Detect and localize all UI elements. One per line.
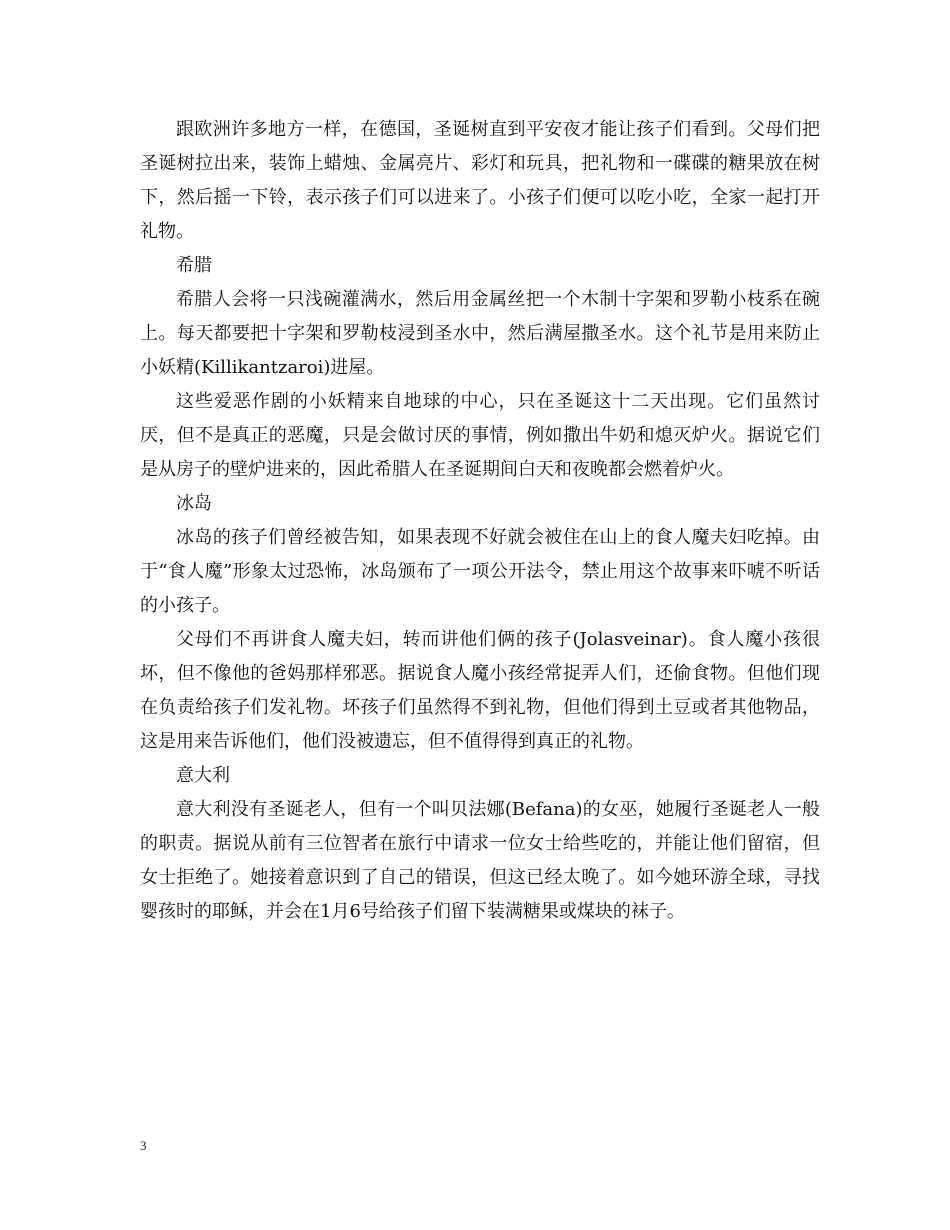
paragraph-germany: 跟欧洲许多地方一样，在德国，圣诞树直到平安夜才能让孩子们看到。父母们把圣诞树拉出来，装饰上蜡烛、金属亮片、彩灯和玩具，把礼物和一碟碟的糖果放在树下，然后摇一下铃，表示孩子们可以进来了。小孩子们便可以吃小吃，全家一起打开礼物。: [140, 119, 820, 242]
page-number: 3: [140, 1138, 147, 1153]
paragraph-italy: 意大利没有圣诞老人，但有一个叫贝法娜(Befana)的女巫，她履行圣诞老人一般的职责。据说从前有三位智者在旅行中请求一位女士给些吃的，并能让他们留宿，但女士拒绝了。她接着意识到了自己的错误，但这已经太晚了。如今她环游全球，寻找婴孩时的耶稣，并会在1月6号给孩子们留下装满糖果或煤块的袜子。: [140, 799, 820, 922]
paragraph-iceland-2: 父母们不再讲食人魔夫妇，转而讲他们俩的孩子(Jolasveinar)。食人魔小孩很坏，但不像他的爸妈那样邪恶。据说食人魔小孩经常捉弄人们，还偷食物。但他们现在负责给孩子们发礼物。坏孩子们虽然得不到礼物，但他们得到土豆或者其他物品，这是用来告诉他们，他们没被遗忘，但不值得得到真正的礼物。: [140, 629, 820, 752]
paragraph-greece-1: 希腊人会将一只浅碗灌满水，然后用金属丝把一个木制十字架和罗勒小枝系在碗上。每天都要把十字架和罗勒枝浸到圣水中，然后满屋撒圣水。这个礼节是用来防止小妖精(Killikantzaroi)进屋。: [140, 289, 820, 378]
section-heading-iceland: 冰岛: [176, 493, 212, 514]
document-body: [140, 113, 820, 929]
section-heading-italy: 意大利: [176, 765, 230, 786]
section-heading-greece: 希腊: [176, 255, 212, 276]
paragraph-greece-2: 这些爱恶作剧的小妖精来自地球的中心，只在圣诞这十二天出现。它们虽然讨厌，但不是真正的恶魔，只是会做讨厌的事情，例如撒出牛奶和熄灭炉火。据说它们是从房子的壁炉进来的，因此希腊人在圣诞期间白天和夜晚都会燃着炉火。: [140, 391, 820, 480]
paragraph-iceland-1: 冰岛的孩子们曾经被告知，如果表现不好就会被住在山上的食人魔夫妇吃掉。由于“食人魔”形象太过恐怖，冰岛颁布了一项公开法令，禁止用这个故事来吓唬不听话的小孩子。: [140, 527, 820, 616]
